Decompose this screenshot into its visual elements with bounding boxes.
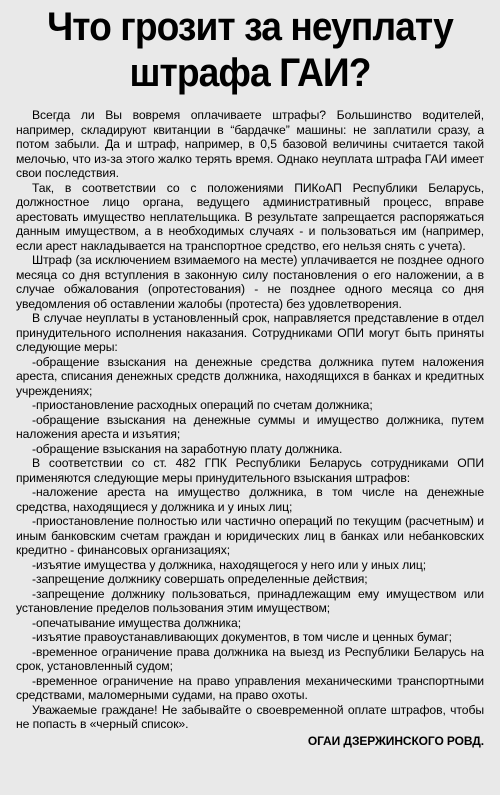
list-item: -обращение взыскания на денежные средства должника путем наложения ареста, списания денежных средств должника, находящихся в банках и кредитных учреждениях; [16,354,484,398]
paragraph-intro: Всегда ли Вы вовремя оплачиваете штрафы? Большинство водителей, например, складируют квитанции в “бардачке” машины: не заплатили сразу, а потом забыли. Да и штраф, например, в 0,5 базовой величины считается такой мелочью, что из-за этого жалко терять время. Однако неуплата штрафа ГАИ имеет свои последствия. [16,108,484,180]
list-item: -обращение взыскания на заработную плату должника. [32,441,343,456]
headline [32,4,467,96]
paragraph-opi: В случае неуплаты в установленный срок, направляется представление в отдел принудительного исполнения наказания. Сотрудниками ОПИ могут быть приняты следующие меры: [16,311,484,354]
list-item: -изъятие имущества у должника, находящегося у него или у иных лиц; [32,557,427,572]
list-item: -приостановление расходных операций по счетам должника; [32,398,373,412]
list-item: -изъятие правоустанавливающих документов, в том числе и ценных бумаг; [32,630,452,644]
paragraph-deadline: Штраф (за исключением взимаемого на месте) уплачивается не позднее одного месяца со дня вступления в законную силу постановления о его наложении, а в случае обжалования (опротестования) - не позднее одного месяца со дня уведомления об оставлении жалобы (протеста) без удовлетворения. [16,253,484,311]
signature: ОГАИ ДЗЕРЖИНСКОГО РОВД. [307,733,484,748]
list-item: -приостановление полностью или частично операций по текущим (расчетным) и иным банковским счетам граждан и юридических лиц в банках или небанковских кредитно - финансовых организациях; [16,514,484,557]
list-item: -временное ограничение права должника на выезд из Республики Беларусь на срок, установленный судом; [16,644,484,673]
headline-line-1: Что грозит за неуплату [47,5,453,49]
list-item: -запрещение должнику пользоваться, принадлежащим ему имуществом или установление пределов пользования этим имуществом; [16,586,484,615]
list-item: -временное ограничение на право управления механическими транспортными средствами, маломерными судами, на право охоты. [16,673,484,702]
article-body [16,108,484,749]
paragraph-closing: Уважаемые граждане! Не забывайте о своевременной оплате штрафов, чтобы не попасть в «черный список». [16,702,484,731]
list-item: -запрещение должнику совершать определенные действия; [32,572,368,586]
headline-line-2: штрафа ГАИ? [129,51,371,95]
paragraph-gpk: В соответствии со ст. 482 ГПК Республики Беларусь сотрудниками ОПИ применяются следующие меры принудительного взыскания штрафов: [16,456,484,485]
list-item: -обращение взыскания на денежные суммы и имущество должника, путем наложения ареста и изъятия; [16,412,484,441]
list-item: -наложение ареста на имущество должника, в том числе на денежные средства, находящиеся у должника и у иных лиц; [16,485,484,514]
list-item: -опечатывание имущества должника; [32,615,241,630]
paragraph-pikoap: Так, в соответствии со с положениями ПИКоАП Республики Беларусь, должностное лицо органа, ведущего административный процесс, вправе арестовать имущество неплательщика. В результате запрещается распоряжаться данным имуществом, а в необходимых случаях - и пользоваться им (например, если арест накладывается на транспортное средство, его нельзя снять с учета). [16,180,484,253]
